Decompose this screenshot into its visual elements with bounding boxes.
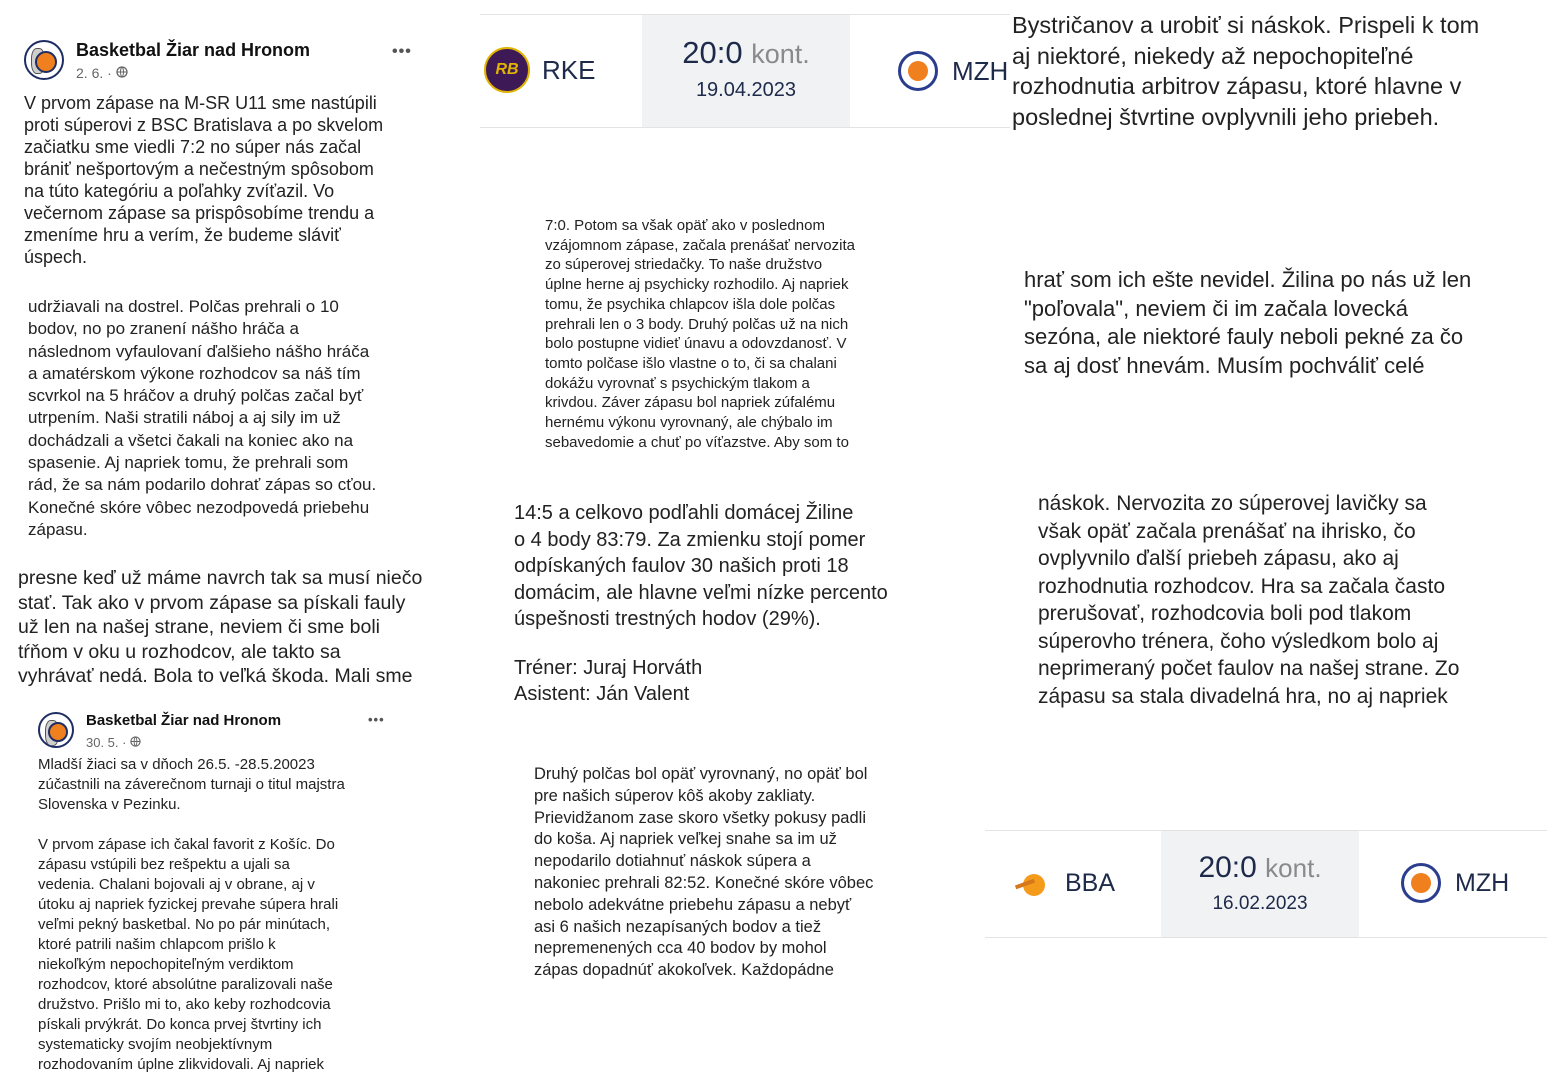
- dot-separator: ·: [122, 735, 127, 750]
- globe-icon: [130, 735, 141, 750]
- away-team[interactable]: [898, 51, 1008, 91]
- score-value: 20:0: [1198, 851, 1257, 884]
- post-meta: [86, 735, 281, 750]
- match-date: 16.02.2023: [1212, 893, 1308, 914]
- post1-header: [24, 40, 310, 81]
- team-logo-icon: [898, 51, 938, 91]
- post2-text: Mladší žiaci sa v dňoch 26.5. -28.5.20023 zúčastnili na záverečnom turnaji o titul majstra Slovenska v Pezinku. V prvom zápase ich čakal favorit z Košíc. Do zápasu vstúpili bez rešpektu a ujali sa vedenia. Chalani bojovali aj v obrane, aj v útoku aj napriek fyzickej prevahe súpera hrali veľmi pekný basketbal. No po pár minútach, ktoré patrili našim chlapcom prišlo k niekoľkým nepochopiteľným verdiktom rozhodcov, ktoré absolútne paralizovali naše družstvo. Prišlo mi to, ako keby rozhodcovia pískali prvýkrát. Do konca prvej štvrtiny ich systematicky svojím neobjektívnym rozhodovaním úplne zlikvidovali. Aj napriek: [38, 756, 345, 1073]
- text-block-mid-1: 7:0. Potom sa však opäť ako v poslednom vzájomnom zápase, začala prenášať nervozita zo súperovej striedačky. To naše družstvo úplne herne aj psychicky rozhodilo. Aj napriek tomu, že psychika chlapcov išla dole polčas prehrali len o 3 body. Druhý polčas už na nich bolo postupne vidieť únavu a odovzdanosť. V tomto polčase išlo vlastne o to, či sa chalani dokážu vyrovnať s psychickým tlakom a krivdou. Záver zápasu bol napriek zúfalému hernému výkonu vyrovnaný, ale chýbalo im sebavedomie a chuť po víťazstve. Aby som to: [545, 217, 855, 451]
- assistant-line: Asistent: Ján Valent: [514, 683, 690, 705]
- more-options-button[interactable]: •••: [392, 43, 412, 60]
- more-options-button[interactable]: •••: [368, 712, 385, 727]
- post-date[interactable]: 30. 5.: [86, 735, 119, 750]
- home-team-abbr: BBA: [1065, 869, 1116, 897]
- score-value: 20:0: [682, 35, 743, 70]
- team-logo-icon: [1015, 872, 1051, 896]
- home-team[interactable]: [484, 47, 595, 93]
- coach-line: Tréner: Juraj Horváth: [514, 657, 703, 679]
- home-team[interactable]: [1015, 869, 1115, 898]
- away-team-abbr: MZH: [952, 55, 1009, 86]
- home-team-abbr: RKE: [542, 54, 596, 85]
- score-center: [1161, 831, 1359, 937]
- page-avatar[interactable]: [24, 40, 64, 80]
- text-block-left-3-clip: [18, 566, 473, 692]
- match-score-card[interactable]: [480, 14, 1010, 128]
- text-block-right-1: Bystričanov a urobiť si náskok. Prispeli k tom aj niektoré, niekedy až nepochopiteľné rozhodnutia arbitrov zápasu, ktoré hlavne v poslednej štvrtine ovplyvnili jeho priebeh.: [1012, 12, 1480, 130]
- text-block-mid-3: Druhý polčas bol opäť vyrovnaný, no opäť bol pre našich súperov kôš akoby zakliaty. Prievidžanom zase skoro všetky pokusy padli do koša. Aj napriek veľkej snahe sa im už nepodarilo dotiahnuť náskok súpera a nakoniec prehrali 82:52. Konečné skóre vôbec nebolo adekvátne priebehu zápasu a nebyť asi 6 našich nezapísaných bodov a tiež nepremenených cca 40 bodov by mohol zápas dopadnúť akokoľvek. Každopádne: [534, 765, 874, 980]
- post2-header: [38, 712, 281, 750]
- page-name-link[interactable]: Basketbal Žiar nad Hronom: [76, 40, 311, 60]
- page-avatar[interactable]: [38, 712, 74, 748]
- team-logo-icon: [1401, 863, 1441, 903]
- text-block-right-2: hrať som ich ešte nevidel. Žilina po nás už len "poľovala", neviem či im začala lovecká sezóna, ale niektoré fauly neboli pekné za čo sa aj dosť hnevám. Musím pochváliť celé: [1024, 267, 1472, 378]
- text-block-right-3: náskok. Nervozita zo súperovej lavičky sa však opäť začala prenášať na ihrisko, čo ovplyvnilo ďalší priebeh zápasu, ako aj rozhodnutia rozhodcov. Hra sa začala často prerušovať, rozhodcovia boli pod tlakom súperovho trénera, čoho výsledkom bolo aj neprimeraný počet faulov na našej strane. Zo zápasu sa stala divadelná hra, no aj napriek: [1038, 492, 1460, 708]
- match-date: 19.04.2023: [695, 79, 797, 101]
- away-team-abbr: MZH: [1455, 868, 1510, 897]
- post-date[interactable]: 2. 6.: [76, 65, 104, 81]
- text-block-left-2: udržiavali na dostrel. Polčas prehrali o 10 bodov, no po zranení nášho hráča a následnom vyfaulovaní ďalšieho nášho hráča a amatérskom výkone rozhodcov sa náš tím scvrkol na 5 hráčov a druhý polčas začal byť utrpením. Naši stratili náboj a aj sily im už dochádzali a všetci čakali na koniec ako na spasenie. Aj napriek tomu, že prehrali som rád, že sa nám podarilo dohrať zápas so cťou. Konečné skóre vôbec nezodpovedá priebehu zápasu.: [28, 297, 377, 539]
- team-logo-icon: RB: [484, 47, 530, 93]
- dot-separator: ·: [107, 65, 112, 81]
- text-block-left-3: presne keď už máme navrch tak sa musí niečo stať. Tak ako v prvom zápase sa pískali fauly už len na našej strane, neviem či sme boli tŕňom v oku u rozhodcov, ale takto sa vyhrávať nedá. Bola to veľká škoda. Mali sme: [18, 567, 423, 687]
- away-team[interactable]: [1401, 863, 1509, 903]
- post1-text: V prvom zápase na M-SR U11 sme nastúpili proti súperovi z BSC Bratislava a po skvelom začiatku sme viedli 7:2 no súper nás začal brániť nešportovým a nečestným spôsobom na túto kategóriu a poľahky zvíťazil. Vo večernom zápase sa prispôsobíme trendu a zmeníme hru a verím, že budeme sláviť úspech.: [24, 93, 384, 267]
- text-block-mid-2: 14:5 a celkovo podľahli domácej Žiline o 4 body 83:79. Za zmienku stojí pomer odpískaných faulov 30 našich proti 18 domácim, ale hlavne veľmi nízke percento úspešnosti trestných hodov (29%).: [514, 502, 888, 630]
- match-score-card[interactable]: [985, 830, 1547, 938]
- globe-icon: [116, 65, 128, 81]
- score-status: kont.: [1265, 853, 1322, 883]
- post-meta: [76, 65, 310, 81]
- score-status: kont.: [751, 39, 810, 69]
- page-name-link[interactable]: Basketbal Žiar nad Hronom: [86, 712, 282, 729]
- score-center: [642, 15, 850, 127]
